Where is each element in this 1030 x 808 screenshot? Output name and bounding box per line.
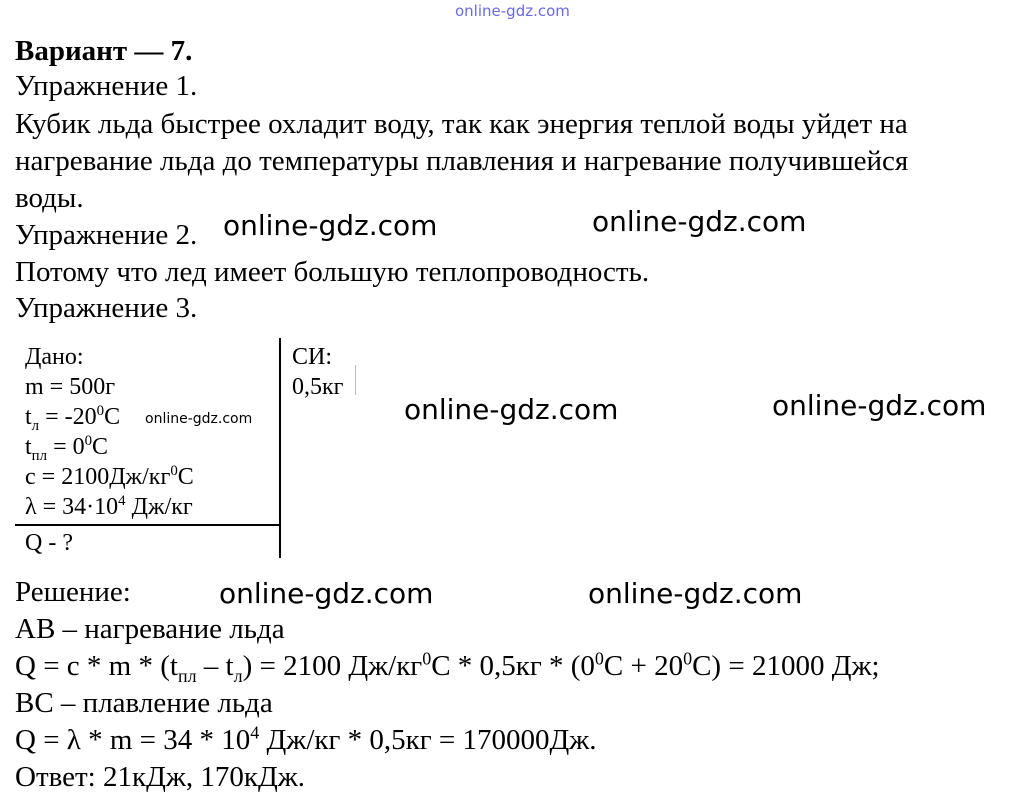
given-header: Дано:	[25, 344, 84, 370]
exercise-1-line-1: Кубик льда быстрее охладит воду, так как энергия теплой воды уйдет на	[15, 108, 908, 140]
given-ice-temp: $t_л = -20^0C$	[25, 403, 121, 434]
si-edge	[355, 365, 356, 395]
si-header: СИ:	[292, 344, 333, 370]
watermark-3: online-gdz.com	[404, 393, 619, 426]
exercise-3-title: Упражнение 3.	[15, 292, 198, 324]
exercise-2-text: Потому что лед имеет большую теплопроводность.	[15, 256, 650, 288]
given-mass: m = 500г	[25, 374, 116, 400]
variant-title: Вариант — 7.	[15, 35, 193, 67]
watermark-2: online-gdz.com	[592, 205, 807, 238]
solution-formula-1: $Q = c * m * (t_{пл} - t_л) = 2100$ $Дж/кг^0С * 0,5кг * (0^0С + 20^0С) = 21000$ Дж;	[15, 648, 880, 686]
exercise-1-line-3: воды.	[15, 182, 84, 214]
exercise-2-title: Упражнение 2.	[15, 219, 198, 251]
solution-answer: Ответ: 21кДж, 170кДж.	[15, 761, 306, 793]
given-find: Q - ?	[25, 530, 73, 556]
solution-formula-2: $Q = \lambda * m = 34 * 10^4$ Дж/кг * 0,5кг = 170000Дж.	[15, 722, 597, 756]
given-latent-heat: $\lambda = 34\cdot 10^4$ Дж/кг	[25, 493, 193, 520]
watermark-6: online-gdz.com	[588, 577, 803, 610]
watermark-1: online-gdz.com	[223, 209, 438, 242]
exercise-1-line-2: нагревание льда до температуры плавления и нагревание получившейся	[15, 145, 909, 177]
solution-ab: АВ – нагревание льда	[15, 613, 285, 645]
solution-bc: ВС – плавление льда	[15, 687, 273, 719]
exercise-1-title: Упражнение 1.	[15, 70, 198, 102]
solution-title: Решение:	[15, 576, 131, 608]
watermark-top: online-gdz.com	[455, 2, 570, 20]
si-mass-value: 0,5кг	[292, 374, 344, 400]
given-specific-heat: $c = 2100Дж/кг^0C$	[25, 463, 194, 490]
watermark-4: online-gdz.com	[772, 389, 987, 422]
given-melting-temp: $t_{пл} = 0^0C$	[25, 433, 109, 464]
watermark-5: online-gdz.com	[219, 577, 434, 610]
watermark-small: online-gdz.com	[145, 411, 253, 427]
given-divider-horizontal	[15, 524, 280, 526]
